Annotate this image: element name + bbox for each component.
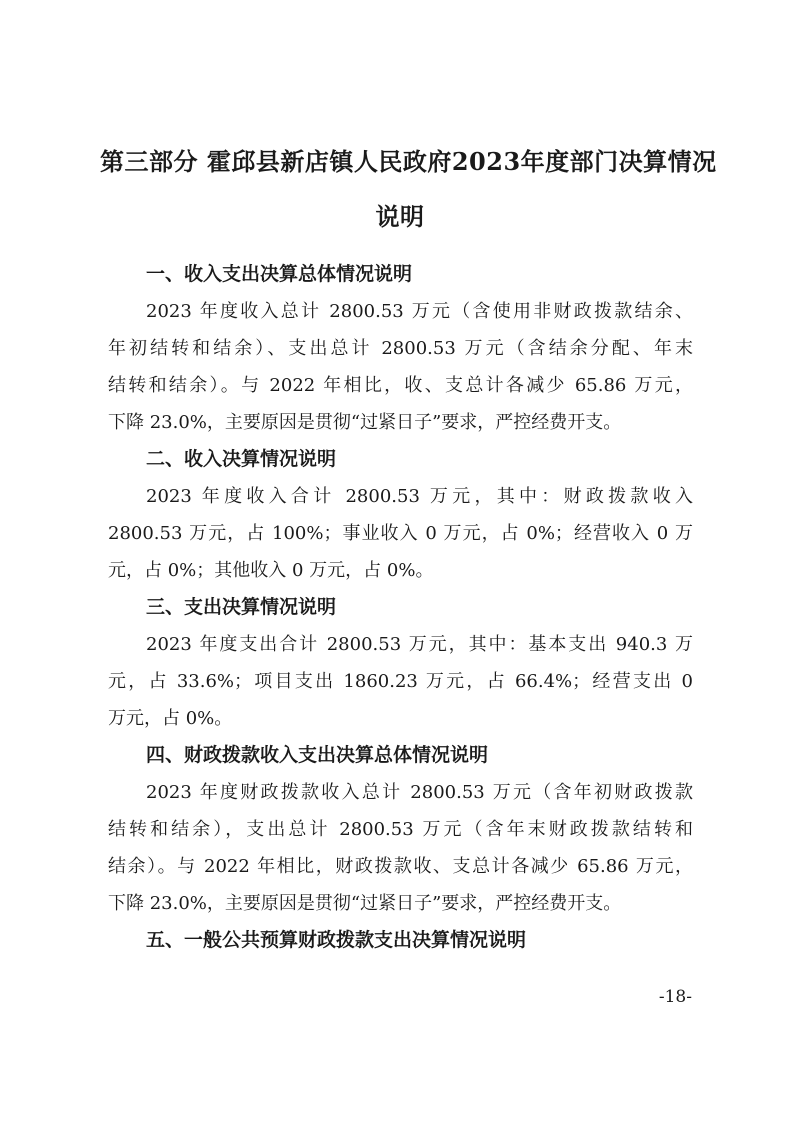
paragraph-line: 2800.53 万元，占 100%；事业收入 0 万元，占 0%；经营收入 0 万 <box>108 523 693 544</box>
section-heading: 三、支出决算情况说明 <box>146 596 337 618</box>
paragraph-line: 年初结转和结余）、支出总计 2800.53 万元（含结余分配、年末 <box>108 338 693 359</box>
paragraph-line: 2023 年度收入合计 2800.53 万元，其中：财政拨款收入 <box>146 486 693 507</box>
section-paragraph <box>108 293 693 441</box>
paragraph-line: 2023 年度收入总计 2800.53 万元（含使用非财政拨款结余、 <box>146 301 693 322</box>
page-title: 第三部分 霍邱县新店镇人民政府2023年度部门决算情况 <box>100 147 717 176</box>
page-title-continued: 说明 <box>375 202 425 231</box>
paragraph-line: 2023 年度支出合计 2800.53 万元，其中：基本支出 940.3 万 <box>146 634 693 655</box>
section-heading: 四、财政拨款收入支出决算总体情况说明 <box>146 744 489 766</box>
page-number: -18- <box>658 987 692 1007</box>
section-heading: 五、一般公共预算财政拨款支出决算情况说明 <box>146 929 527 951</box>
section-paragraph <box>108 626 693 737</box>
paragraph-line: 元，占 33.6%；项目支出 1860.23 万元，占 66.4%；经营支出 0 <box>108 671 693 692</box>
paragraph-line: 2023 年度财政拨款收入总计 2800.53 万元（含年初财政拨款 <box>146 782 693 803</box>
paragraph-line: 结转和结余），支出总计 2800.53 万元（含年末财政拨款结转和 <box>108 819 693 840</box>
section-paragraph <box>108 478 693 589</box>
paragraph-line: 结转和结余）。与 2022 年相比，收、支总计各减少 65.86 万元， <box>108 375 693 396</box>
paragraph-line: 万元，占 0%。 <box>108 708 233 729</box>
paragraph-line: 结余）。与 2022 年相比，财政拨款收、支总计各减少 65.86 万元， <box>108 856 693 877</box>
section-paragraph <box>108 774 693 922</box>
section-heading: 一、收入支出决算总体情况说明 <box>146 263 413 285</box>
document-body <box>108 256 693 959</box>
paragraph-line: 元，占 0%；其他收入 0 万元，占 0%。 <box>108 560 434 581</box>
paragraph-line: 下降 23.0%，主要原因是贯彻“过紧日子”要求，严控经费开支。 <box>108 412 622 433</box>
section-heading: 二、收入决算情况说明 <box>146 448 337 470</box>
paragraph-line: 下降 23.0%，主要原因是贯彻“过紧日子”要求，严控经费开支。 <box>108 893 622 914</box>
